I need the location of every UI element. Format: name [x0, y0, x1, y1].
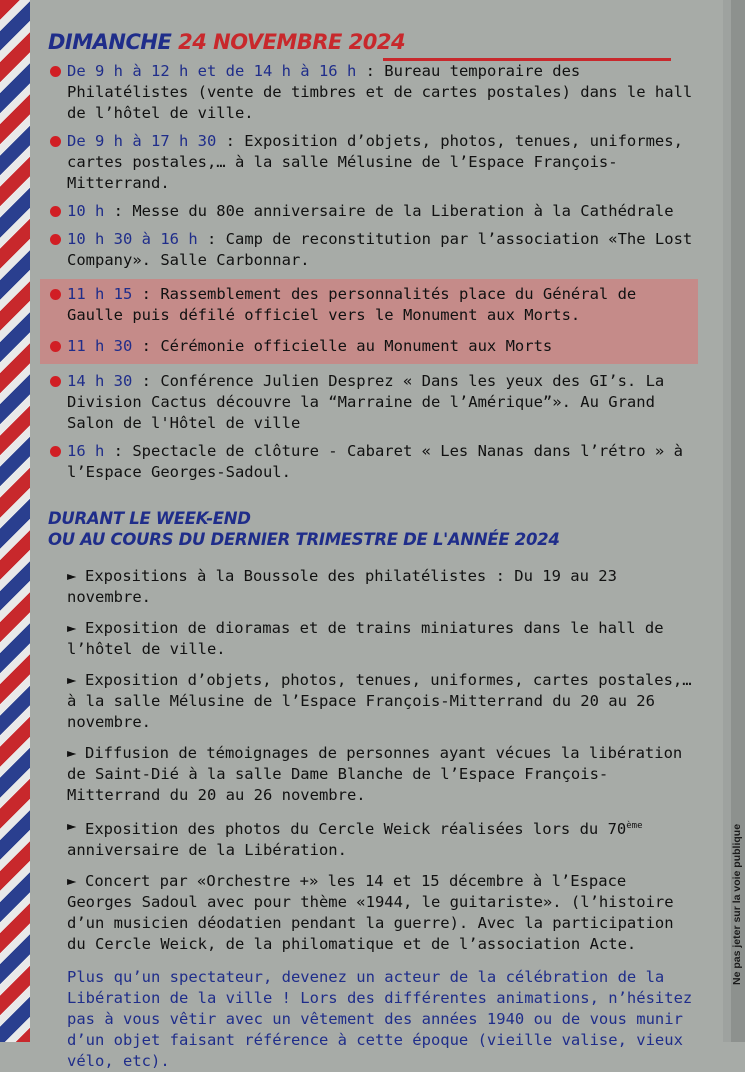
triangle-bullet-icon: ►: [67, 872, 77, 891]
photos-item-sup: ème: [626, 821, 643, 831]
triangle-bullet-icon: ►: [67, 619, 77, 637]
closing-message: Plus qu’un spectateur, devenez un acteur de la célébration de la Libération de la ville ! Lors des différentes animations, n’hésitez pas à vous vêtir avec un vêtement des années 1940 ou de vous munir d’un objet faisant référence à cette époque (vieille valise, vieux vélo, etc).: [67, 968, 693, 1071]
event-text: : Cérémonie officielle au Monument aux Morts: [132, 337, 553, 355]
event-text: : Bureau temporaire des Philatélistes (vente de timbres et de cartes postales) dans le hall de l’hôtel de ville.: [67, 62, 693, 122]
weekend-item: [48, 816, 698, 861]
event-item: [48, 201, 698, 222]
weekend-item: [48, 871, 698, 955]
event-time: 16 h: [67, 442, 105, 460]
event-item: [48, 284, 698, 326]
heading-date: 24 NOVEMBRE 2024: [178, 30, 406, 54]
event-text: : Conférence Julien Desprez « Dans les yeux des GI’s. La Division Cactus découvre la “Marraine de l’Amérique”». Au Grand Salon de l'Hôtel de ville: [67, 372, 665, 432]
triangle-bullet-icon: ►: [67, 744, 77, 762]
side-note: Ne pas jeter sur la voie publique: [731, 823, 743, 985]
event-text: : Exposition d’objets, photos, tenues, uniformes, cartes postales,… à la salle Mélusine de l’Espace François-Mitterrand.: [67, 132, 683, 192]
weekend-list: [48, 566, 698, 955]
events-list: [48, 61, 698, 483]
weekend-item-text: [67, 816, 698, 861]
weekend-heading: [48, 508, 698, 550]
weekend-item: [48, 566, 698, 608]
bullet-dot-icon: [50, 206, 61, 217]
event-time: 14 h 30: [67, 372, 133, 390]
event-text: : Rassemblement des personnalités place du Général de Gaulle puis défilé officiel vers le Monument aux Morts.: [67, 285, 637, 324]
triangle-bullet-icon: ►: [67, 817, 77, 835]
triangle-bullet-icon: ►: [67, 671, 77, 689]
bullet-dot-icon: [50, 376, 61, 387]
photos-item-text: Exposition des photos du Cercle Weick réalisées lors du 70: [85, 820, 627, 839]
weekend-item: [48, 670, 698, 733]
event-time: De 9 h à 12 h et de 14 h à 16 h: [67, 62, 357, 80]
bullet-dot-icon: [50, 66, 61, 77]
airmail-stripe-border: [0, 0, 30, 1042]
event-item: [48, 336, 698, 357]
event-item: [48, 371, 698, 434]
weekend-item-text: Exposition de dioramas et de trains miniatures dans le hall de l’hôtel de ville.: [67, 619, 664, 658]
event-time: 11 h 15: [67, 285, 133, 303]
day-heading: [48, 30, 698, 54]
event-time: De 9 h à 17 h 30: [67, 132, 217, 150]
event-text: : Camp de reconstitution par l’association «The Lost Company». Salle Carbonnar.: [67, 230, 693, 269]
photos-item-text-end: anniversaire de la Libération.: [67, 841, 347, 860]
weekend-heading-line1: DURANT LE WEEK-END: [48, 509, 251, 528]
weekend-item: [48, 743, 698, 806]
event-time: 10 h: [67, 202, 105, 220]
event-time: 11 h 30: [67, 337, 133, 355]
event-item: [48, 229, 698, 271]
bullet-dot-icon: [50, 136, 61, 147]
weekend-item-text: Concert par «Orchestre +» les 14 et 15 décembre à l’Espace Georges Sadoul avec pour thème «1944, le guitariste». (l’histoire d’un musicien déodatien pendant la guerre). Avec la participation du Cercle Weick, de la philomatique et de l’association Acte.: [67, 872, 674, 954]
event-item: [48, 131, 698, 194]
bullet-dot-icon: [50, 289, 61, 300]
weekend-item: [48, 618, 698, 660]
program-content: [48, 30, 698, 1072]
weekend-item-text: Exposition d’objets, photos, tenues, uniformes, cartes postales,… à la salle Mélusine de l’Espace François-Mitterrand du 20 au 26 novembre.: [67, 671, 692, 731]
event-item: [48, 441, 698, 483]
bullet-dot-icon: [50, 341, 61, 352]
event-text: : Messe du 80e anniversaire de la Liberation à la Cathédrale: [104, 202, 674, 220]
edge-strip: [723, 0, 731, 1042]
highlighted-events: [40, 279, 698, 364]
event-item: [48, 61, 698, 124]
weekend-item-text: Expositions à la Boussole des philatélistes : Du 19 au 23 novembre.: [67, 567, 617, 606]
bullet-dot-icon: [50, 234, 61, 245]
event-time: 10 h 30 à 16 h: [67, 230, 198, 248]
weekend-item-text: Diffusion de témoignages de personnes ayant vécues la libération de Saint-Dié à la salle Dame Blanche de l’Espace François-Mitterrand du 20 au 26 novembre.: [67, 744, 683, 804]
bullet-dot-icon: [50, 446, 61, 457]
heading-day: DIMANCHE: [48, 30, 179, 54]
weekend-heading-line2: OU AU COURS DU DERNIER TRIMESTRE DE L'ANNÉE 2024: [48, 530, 560, 549]
event-text: : Spectacle de clôture - Cabaret « Les Nanas dans l’rétro » à l’Espace Georges-Sadoul.: [67, 442, 683, 481]
triangle-bullet-icon: ►: [67, 567, 77, 585]
